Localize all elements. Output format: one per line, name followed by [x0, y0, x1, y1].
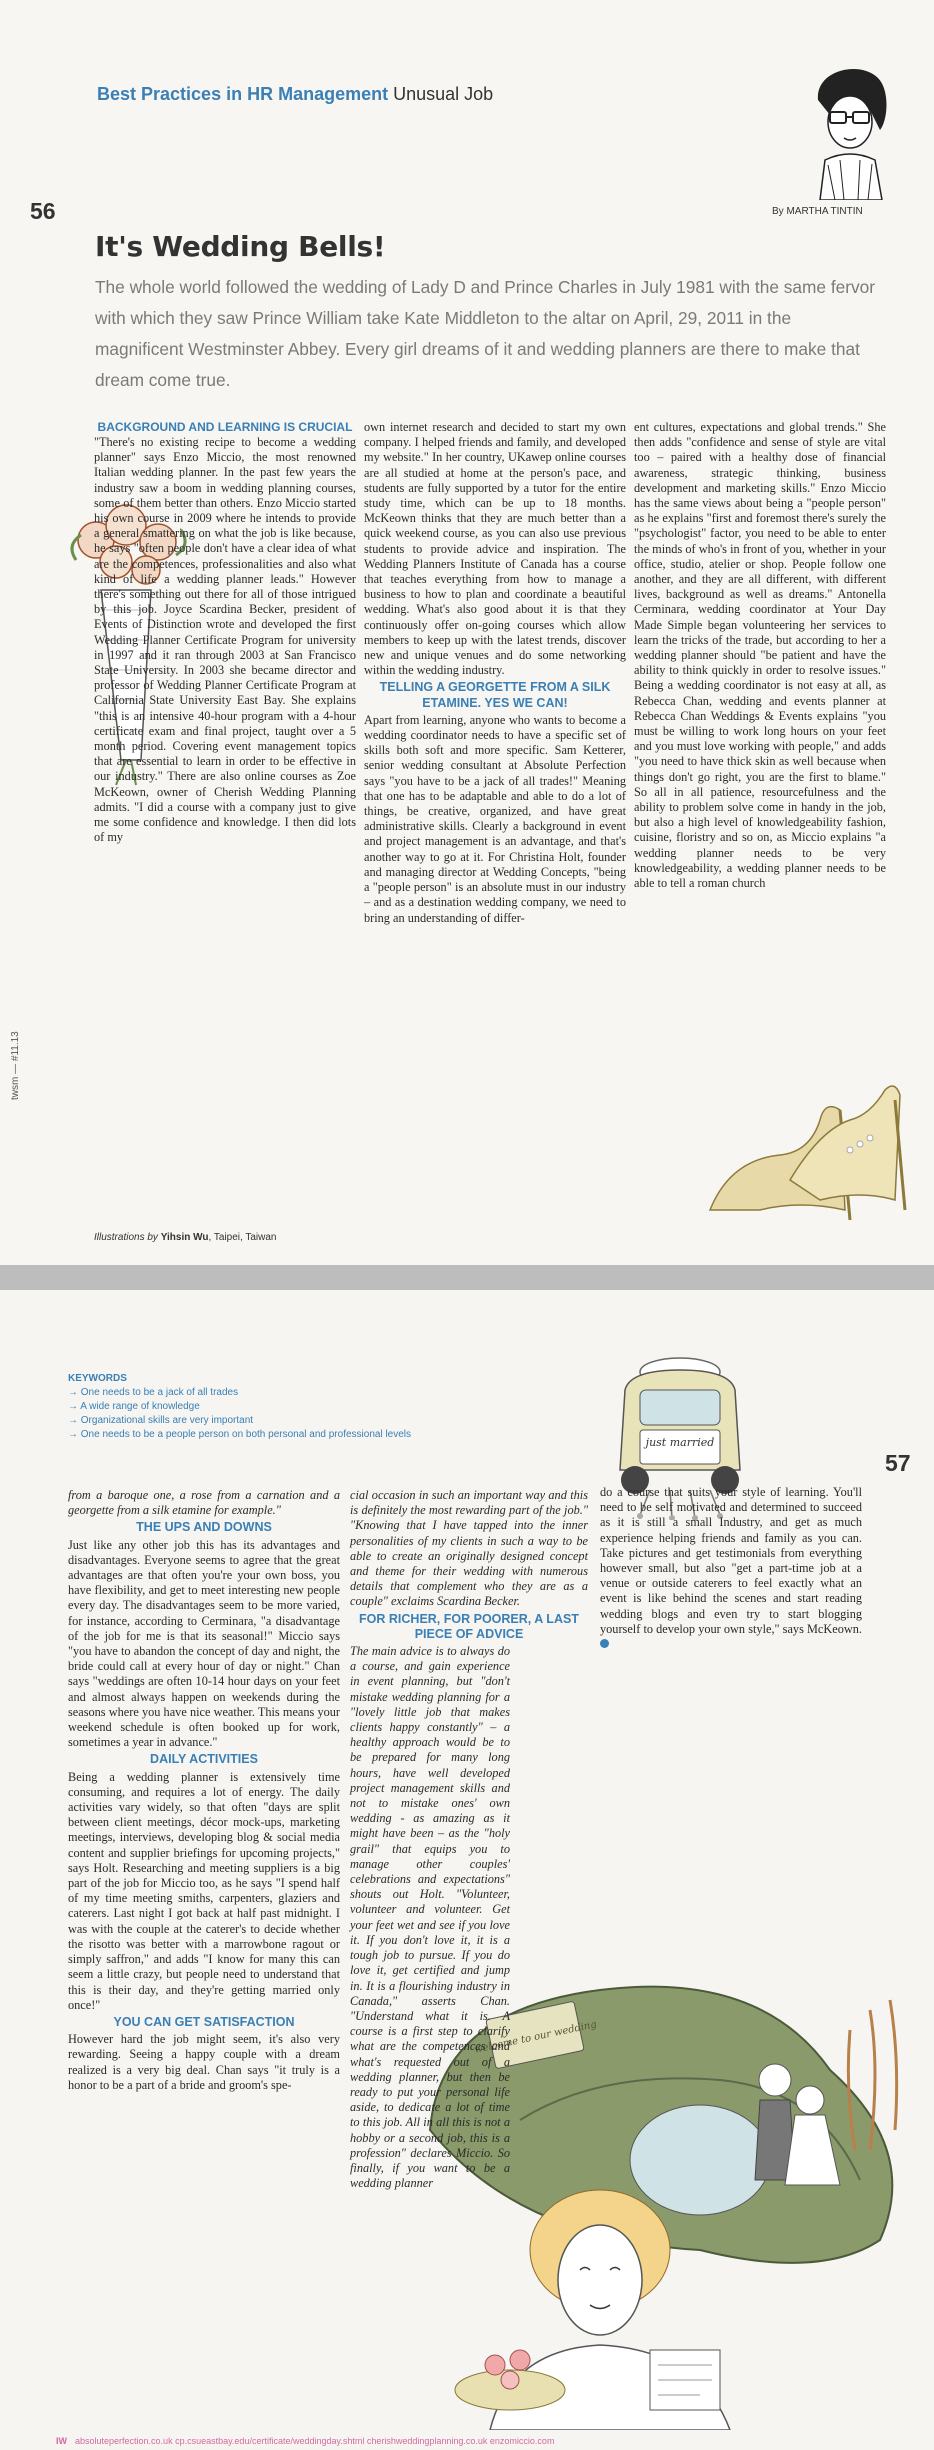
keyword-item: → Organizational skills are very important [68, 1415, 254, 1426]
page-gutter [0, 1265, 934, 1290]
article-deck: The whole world followed the wedding of Lady D and Prince Charles in July 1981 with the same fervor with which they saw Prince William take Kate Middleton to the altar on April, 29, 2011 in the magnificent Westminster Abbey. Every girl dreams of it and wedding planners are there to make that dream come true. [95, 277, 875, 390]
column-2-text-a: cial occasion in such an important way and this is definitely the most rewarding part of the job." "Knowing that I have tapped into the inner personalities of my clients in such a way to be able to create an originally designed concept and theme for their wedding with numerous details that complement who they are as a couple" exclaims Scardina Becker. [350, 1488, 588, 1609]
subheading-background-learning: BACKGROUND AND LEARNING IS CRUCIAL [97, 420, 353, 434]
end-mark-icon [600, 1639, 609, 1648]
keyword-item: → A wide range of knowledge [68, 1401, 200, 1412]
subheading-georgette: TELLING A GEORGETTE FROM A SILK ETAMINE. YES WE CAN! [379, 680, 611, 710]
credit-place: , Taipei, Taiwan [208, 1232, 277, 1243]
illustration-credit [94, 1232, 277, 1243]
page-number-57: 57 [885, 1450, 911, 1476]
keyword-item: → One needs to be a people person on both personal and professional levels [68, 1429, 412, 1440]
spine-text: twsm — #11.13 [10, 1031, 21, 1100]
column-2-text-b: Apart from learning, anyone who wants to become a wedding coordinator needs to have a specific set of skills both soft and more specific. Sam Ketterer, senior wedding consultant at Absolute Perfection says "you have to be a jack of all trades!" Meaning that one has to be adaptable and able to do a lot of things, be creative, organized, and have great administrative skills. Clearly a background in event and project management is an advantage, and that's another way to go at it. For Christina Holt, founder and managing director at Wedding Concepts, "being a "people person" is an absolute must in our industry – and as a destination wedding company, we need to bring an understanding of differ- [364, 712, 626, 925]
column-1-text-d: However hard the job might seem, it's also very rewarding. Seeing a happy couple with a dream realized is a very big deal. Chan says "it truly is a honor to be a part of a bride and groom's spe- [68, 2032, 340, 2092]
footer-urls [56, 2436, 554, 2446]
column-2-text-b: The main advice is to always do a course, and gain experience in event planning, but "don't mistake wedding planning for a "lovely little job that makes clients happy constantly" – a healthy approach would be to be prepared for many long hours, have well developed project management skills and not to mistake ones' own wedding - as amazing as it might have been – as the "holy grail" that equips you to manage other couples' celebrations and expectations" shouts out Holt. "Volunteer, volunteer and volunteer. Get your feet wet and see if you love it. If you don't love it, it is a tough job to pursue. If you do love it, get certified and jump in. It is a flourishing industry in Canada," asserts Chan. "Understand what it is. A course is a first step to clarify what are the competences and what's requested out of a wedding planner, but then be ready to put your personal life aside, to dedicate a lot of time to this job. All in all this is not a hobby or a second job, this is a profession" declares Miccio. So finally, if you want to be a wedding planner [350, 1644, 510, 2191]
footer-mark: IW [56, 2436, 67, 2446]
subheading-satisfaction: YOU CAN GET SATISFACTION [113, 2014, 295, 2029]
article-column-3 [634, 420, 886, 891]
column-2-text-a: own internet research and decided to start my own company. I helped friends and family, and developed my website." In her country, UKawep online courses are all studied at home at the person's pace, and students are fully supported by a tutor for the entire study time, which can be up to 18 months. McKeown thinks that they are much better than a quick weekend course, as you can also use previous students to provide advice and inspiration. The Wedding Planners Institute of Canada has a course that teaches everything from how to manage a business to how to plan and coordinate a beautiful wedding. What's also good about it is that they continuously offer on-going courses which allow members to keep up with the latest trends, discover new and unique venues and do some networking within the wedding industry. [364, 420, 626, 678]
page-number: 56 [30, 198, 56, 224]
article-headline: It's Wedding Bells! [95, 230, 386, 263]
column-3-text: ent cultures, expectations and global trends." She then adds "confidence and sense of style are vital too – paired with a healthy dose of financial awareness, strategic thinking, business development and marketing skills." Enzo Miccio has the same views about being a "people person" as he explains "first and foremost there's surely the "psychologist" factor, you need to be able to enter the minds of who's in front of you, whether in your office, studio, atelier or shop. People follow one another, and they are all different, with different lives, background as well as dreams." Antonella Cerminara, wedding coordinator at Your Day Made Simple began volunteering her services to learn the tricks of the trade, but according to her a wedding planner should "be patient and have the ability to think quickly in order to resolve issues." Being a wedding coordinator is not easy at all, as Rebecca Chan, wedding and events planner at Rebecca Chan Weddings & Events explains "you must be willing to work long hours on your feet and you must love working with people," and adds "you need to have thick skin as well because when things don't go right, you are the first to blame." So all in all patience, resourcefulness and the ability to problem solve come in handy in the job, but also a high level of knowledgeability fashion, cuisine, floristry and so on, as Miccio explains "a wedding planner needs to be very knowledgeability, a wedding planner needs to be able to tell a roman church [634, 420, 886, 891]
shoes-illustration [700, 1060, 910, 1230]
keywords-title: KEYWORDS [68, 1373, 127, 1384]
article-column-3-p57 [600, 1485, 862, 1652]
section-header [97, 84, 493, 105]
article-column-2 [364, 420, 626, 926]
just-married-sign: just married [645, 1436, 715, 1449]
credit-name: Yihsin Wu [160, 1232, 209, 1243]
article-column-2-p57 [350, 1488, 588, 2191]
column-1-text-c: Being a wedding planner is extensively time consuming, and requires a lot of energy. The daily activities vary widely, so that often "days are split between client meetings, décor mock-ups, marketing meetings, interviews, developing blog & social media content and supplier briefings for upcoming projects," says Holt. Researching and meeting suppliers is a big part of the job for Miccio too, as he says "I spend half of my time meeting smiths, carpenters, glaziers and caterers. Last night I got back at half past midnight. I was with the couple at the caterer's to decide whether the risotto was better with a marrowbone ragout or simply saffron," and adds "I know for many this can seem a little crazy, but people need to understand that this is their day, and they're getting married only once!" [68, 1769, 340, 2012]
column-3-text: do a course that suits your style of learning. You'll need to be self motivated and determined to succeed as it is still a small Industry, and get as much experience helping friends and family as you can. Take pictures and get testimonials from everything however small, but also "get a part-time job at a venue or outside caterers to feel exactly what an event is like behind the scenes and start reading wedding blogs and even try to start blogging yourself to develop your own style," says McKeown. [600, 1485, 862, 1652]
page-57 [0, 1290, 934, 2450]
author-portrait-illustration [800, 60, 900, 200]
article-column-1-p57 [68, 1488, 340, 2093]
credit-label: Illustrations by [94, 1232, 158, 1243]
column-1-text-a: from a baroque one, a rose from a carnation and a georgette from a silk etamine for example." [68, 1488, 340, 1518]
hat-welcome-sign: welcome to our wedding [473, 2019, 598, 2056]
byline: By MARTHA TINTIN [772, 206, 863, 217]
article-column-1 [94, 420, 356, 845]
footer-links: absoluteperfection.co.uk cp.csueastbay.edu/certificate/weddingday.shtml cherishweddingplanning.co.uk enzomiccio.com [75, 2436, 555, 2446]
section-subtitle: Unusual Job [393, 84, 494, 104]
subheading-ups-downs: THE UPS AND DOWNS [136, 1520, 272, 1535]
keywords-box [68, 1372, 411, 1442]
keyword-item: → One needs to be a jack of all trades [68, 1387, 239, 1398]
subheading-richer-poorer: FOR RICHER, FOR POORER, A LAST PIECE OF ADVICE [359, 1611, 579, 1641]
section-title: Best Practices in HR Management [97, 84, 389, 104]
subheading-daily-activities: DAILY ACTIVITIES [150, 1752, 258, 1767]
column-1-text-b: Just like any other job this has its advantages and disadvantages. Everyone seems to agree that the great advantages are that often you're your own boss, you have flexibility, and get to meet interesting new people every day. The disadvantages seem to be more varied, for instance, according to Cerminara, "a disadvantage of the job for me is that its seasonal!" Miccio says "you have to abandon the concept of day and night, the bride could call at every hour of day or night." Chan says "weddings are often 10-14 hour days on your feet and almost always happen on weekends during the seasons where you have nice weather. This means your weekend schedule is often booked up for work, sometimes a year in advance." [68, 1537, 340, 1750]
column-1-text: "There's no existing recipe to become a wedding planner" says Enzo Miccio, the most renowned Italian wedding planner. In the past few years the industry saw a boom in wedding planning courses, some of them better than others. Enzo Miccio started his own course in 2009 where he intends to provide a general smattering on what the job is like because, he says "often people don't have a clear idea of what are the competences, professionalities and also what kind of life a wedding planner leads." However there's something out there for all of those intrigued by this job. Joyce Scardina Becker, president of Events of Distinction wrote and developed the first Wedding Planner Certificate Program for university in 1997 and it ran through 2003 at San Francisco State University. In 2003 she became director and professor of Wedding Planner Certificate Program at California State University East Bay. She explains "this is an intensive 40-hour program with a 4-hour certificate exam and final project, taught over a 5 month period. Covering event management topics that are essential to learn in order to be effective in our industry." There are also online courses as Zoe McKeown, owner of Cherish Wedding Planning admits. "I did a course with a company just to give me some confidence and knowledge. I then did lots of my [94, 435, 356, 845]
